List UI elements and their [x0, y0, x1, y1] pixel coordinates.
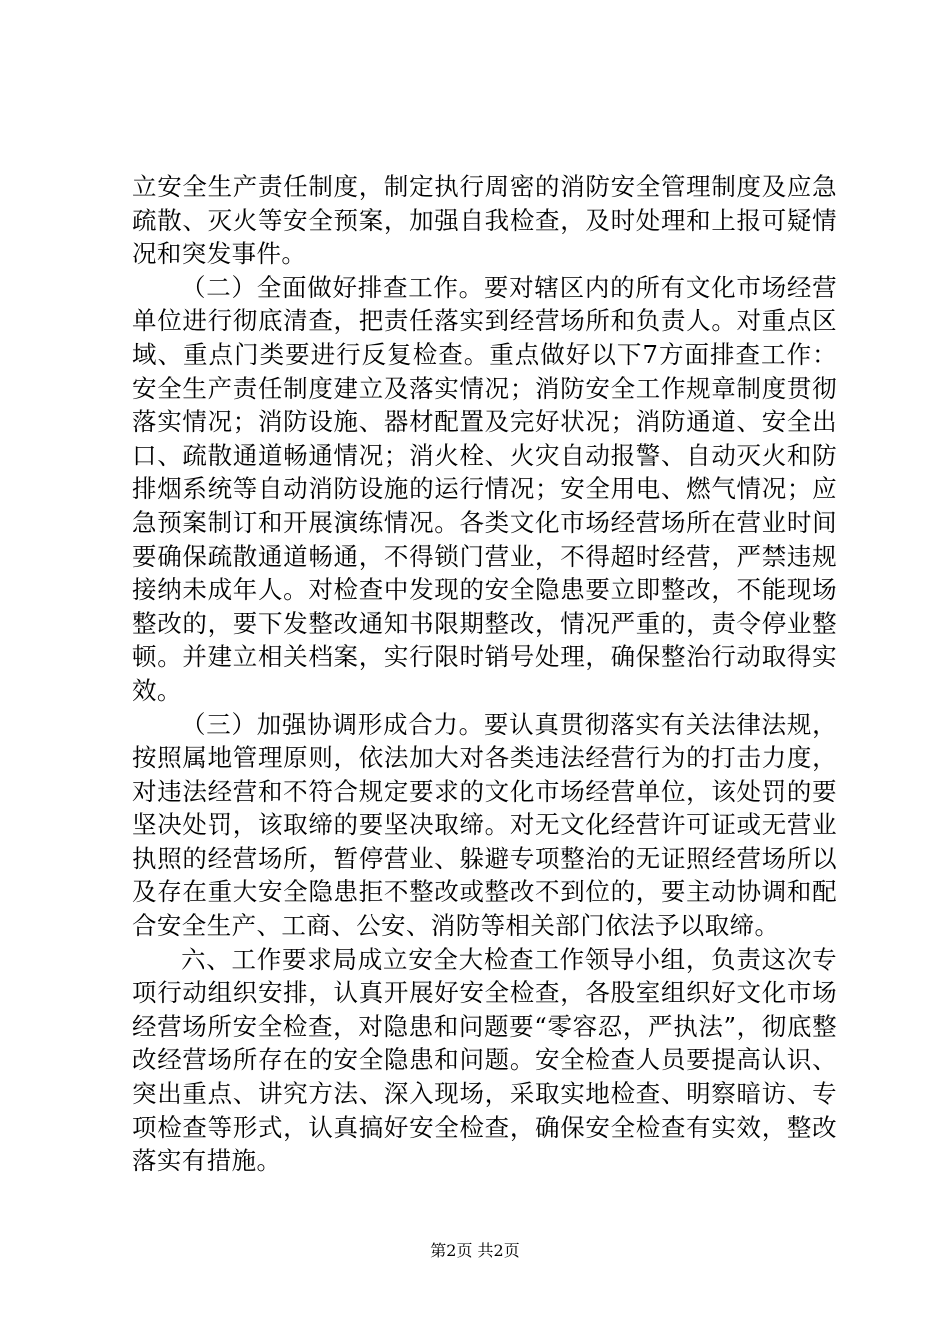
page-number-footer: 第2页 共2页 — [430, 1241, 520, 1260]
paragraph-work-requirements: 六、工作要求局成立安全大检查工作领导小组，负责这次专项行动组织安排，认真开展好安全检查，各股室组织好文化市场经营场所安全检查，对隐患和问题要“零容忍，严执法”，彻底整改经营场所存在的安全隐患和问题。安全检查人员要提高认识、突出重点、讲究方法、深入现场，采取实地检查、明察暗访、专项检查等形式，认真搞好安全检查，确保安全检查有实效，整改落实有措施。 — [132, 944, 837, 1176]
paragraph-section-2: （二）全面做好排查工作。要对辖区内的所有文化市场经营单位进行彻底清查，把责任落实到经营场所和负责人。对重点区域、重点门类要进行反复检查。重点做好以下7方面排查工作：安全生产责任制度建立及落实情况；消防安全工作规章制度贯彻落实情况；消防设施、器材配置及完好状况；消防通道、安全出口、疏散通道畅通情况；消火栓、火灾自动报警、自动灭火和防排烟系统等自动消防设施的运行情况；安全用电、燃气情况；应急预案制订和开展演练情况。各类文化市场经营场所在营业时间要确保疏散通道畅通，不得锁门营业，不得超时经营，严禁违规接纳未成年人。对检查中发现的安全隐患要立即整改，不能现场整改的，要下发整改通知书限期整改，情况严重的，责令停业整顿。并建立相关档案，实行限时销号处理，确保整治行动取得实效。 — [132, 272, 837, 705]
paragraph-continuation: 立安全生产责任制度，制定执行周密的消防安全管理制度及应急疏散、灭火等安全预案，加强自我检查，及时处理和上报可疑情况和突发事件。 — [132, 172, 837, 269]
document-body — [132, 170, 837, 1178]
paragraph-section-3: （三）加强协调形成合力。要认真贯彻落实有关法律法规，按照属地管理原则，依法加大对各类违法经营行为的打击力度，对违法经营和不符合规定要求的文化市场经营单位，该处罚的要坚决处罚，该取缔的要坚决取缔。对无文化经营许可证或无营业执照的经营场所，暂停营业、躲避专项整治的无证照经营场所以及存在重大安全隐患拒不整改或整改不到位的，要主动协调和配合安全生产、工商、公安、消防等相关部门依法予以取缔。 — [132, 709, 837, 941]
